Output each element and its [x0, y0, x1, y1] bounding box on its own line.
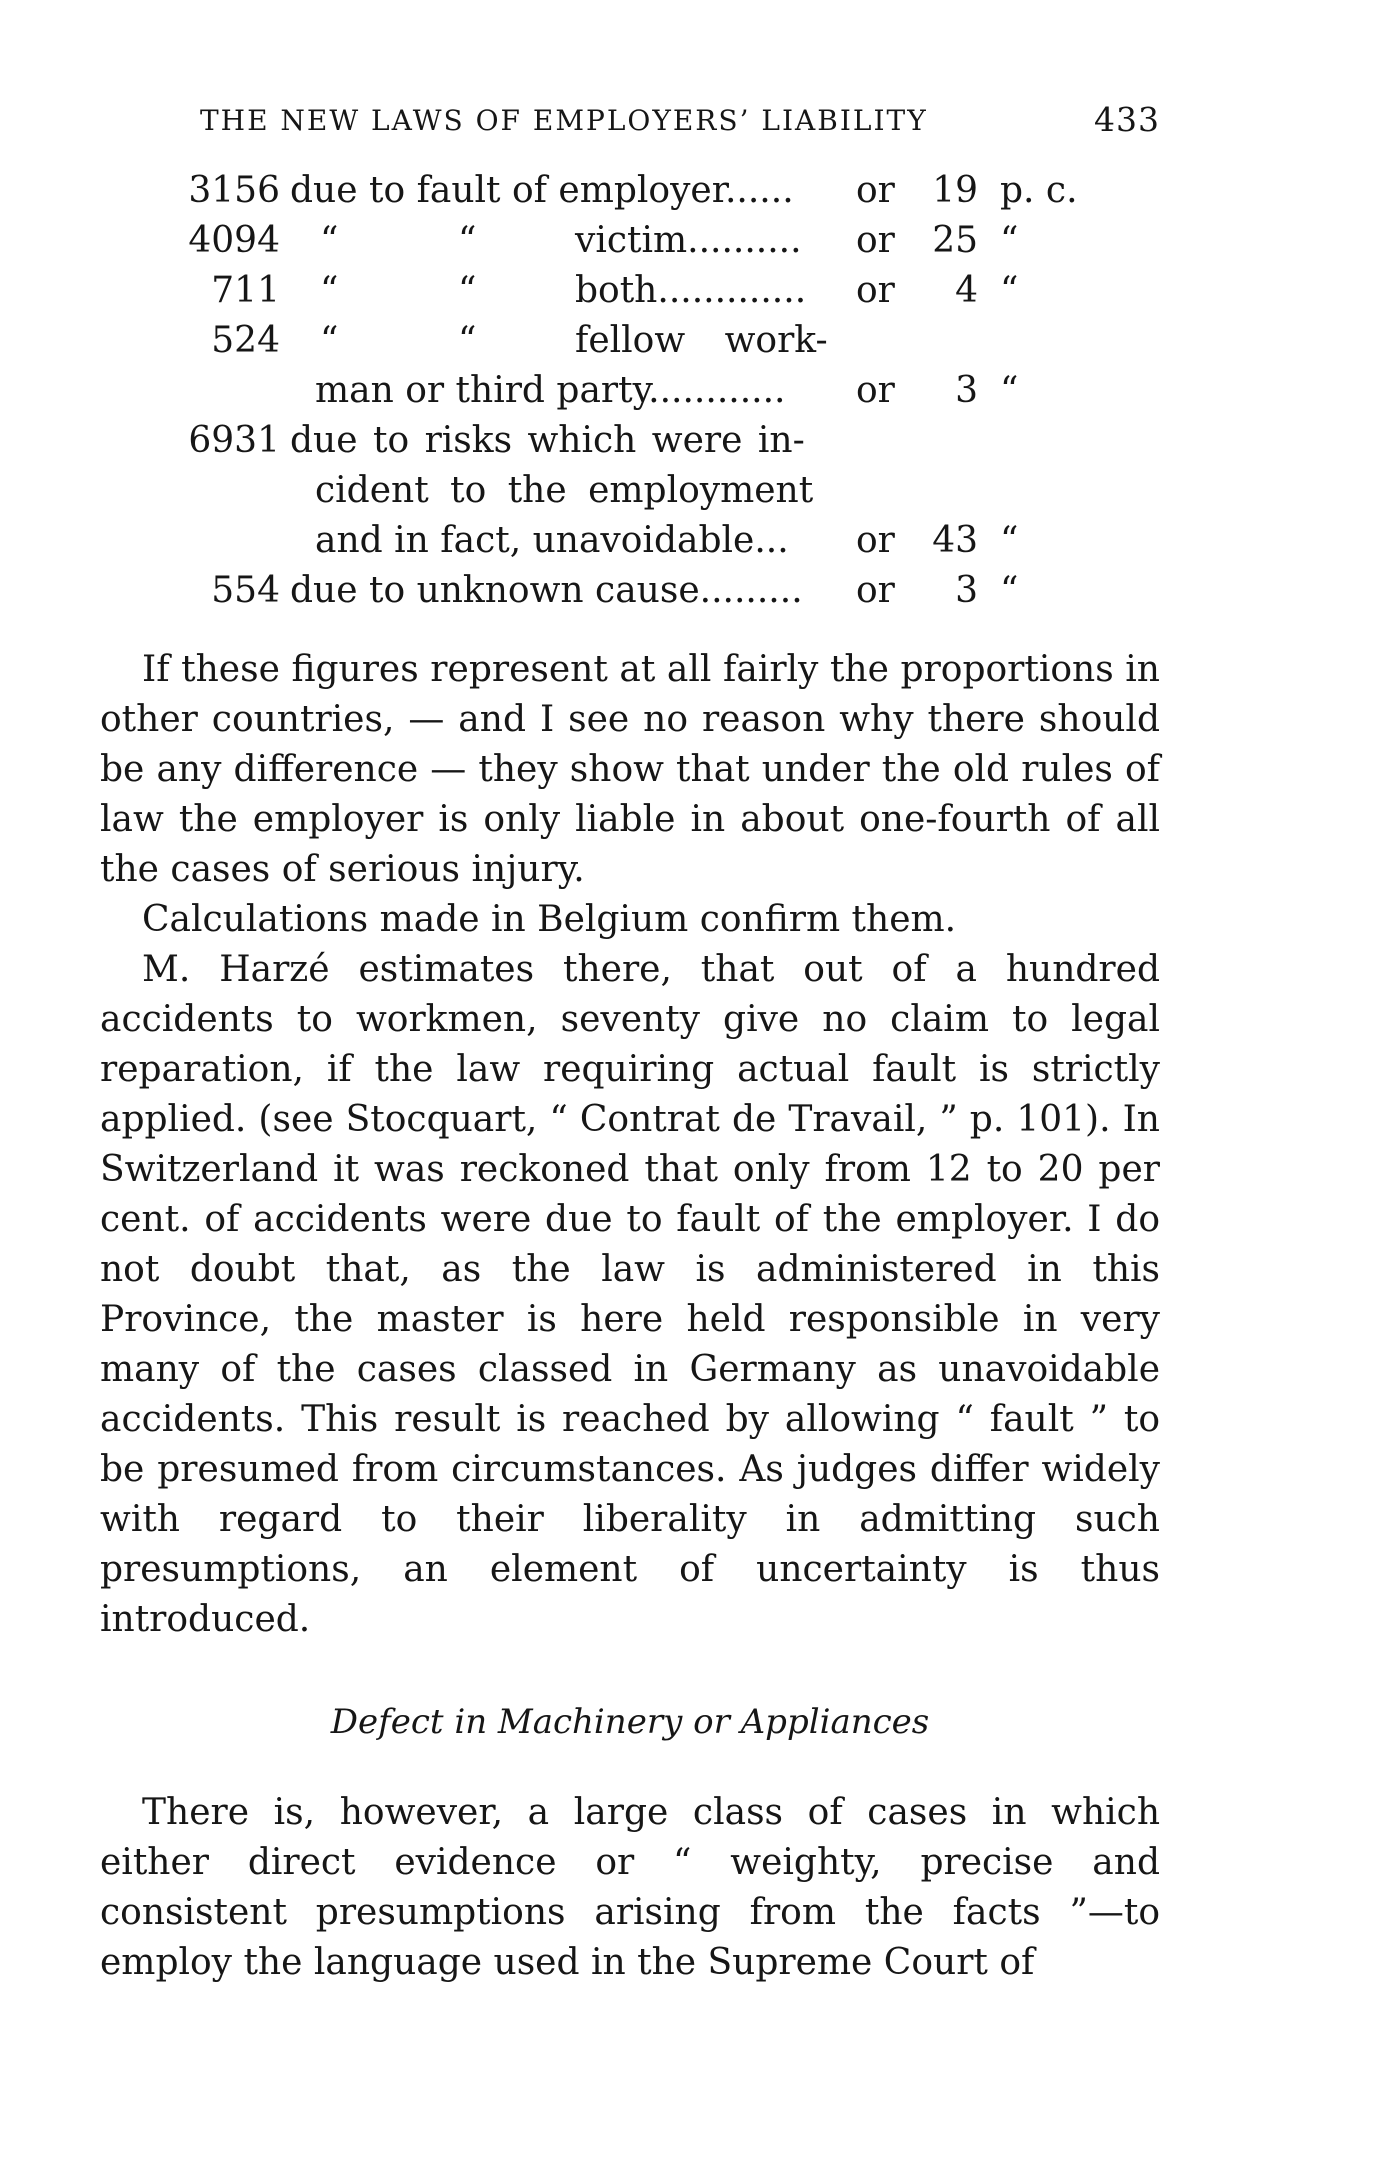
stat-or: or — [856, 370, 895, 411]
paragraph: M. Harzé estimates there, that out of a hundred accidents to workmen, seventy give no claim to legal reparation, if the law requiring actual fault is strictly applied. (see Stocquart, “ Contrat de Travail, ” p. 101). In Switzerland it was reckoned that only from 12 to 20 per cent. of accidents were due to fault of the employer. I do not doubt that, as the law is administered in this Province, the master is here held responsible in very many of the cases classed in Germany as unavoidable accidents. This result is reached by allowing “ fault ” to be presumed from circumstances. As judges differ widely with regard to their liberality in admitting such presumptions, an element of uncertainty is thus introduced. — [100, 949, 1160, 1640]
stat-number: 524 — [211, 320, 280, 361]
stat-ditto: “ — [320, 320, 339, 361]
stat-percent: 4 — [955, 270, 978, 311]
body-text-continued — [100, 1788, 1160, 1988]
stat-unit: “ — [1000, 220, 1019, 261]
stat-row — [180, 320, 1100, 370]
running-head — [200, 100, 1160, 148]
stat-percent: 43 — [932, 520, 978, 561]
stat-text: due to fault of employer...... — [290, 170, 794, 211]
stat-row — [180, 170, 1100, 220]
stat-row — [180, 520, 1100, 570]
stat-percent: 3 — [955, 570, 978, 611]
stat-number: 3156 — [188, 170, 280, 211]
stat-text: victim.......... — [575, 220, 802, 261]
page-number: 433 — [1094, 100, 1160, 139]
stat-or: or — [856, 270, 895, 311]
stat-percent: 3 — [955, 370, 978, 411]
stat-percent: 25 — [932, 220, 978, 261]
stat-text: man or third party............ — [315, 370, 786, 411]
stat-text: due to risks which were in- — [290, 420, 805, 461]
stat-unit: “ — [1000, 520, 1019, 561]
paragraph: Calculations made in Belgium confirm them. — [142, 899, 957, 940]
stat-text: both............. — [575, 270, 807, 311]
stat-text: and in fact, unavoidable... — [315, 520, 789, 561]
paragraph: There is, however, a large class of cases in which either direct evidence or “ weighty, precise and consistent presumptions arising from the facts ”—to employ the language used in the Supreme Court of — [100, 1792, 1160, 1983]
stat-or: or — [856, 570, 895, 611]
body-text — [100, 645, 1160, 1645]
stat-ditto: “ — [458, 270, 477, 311]
stat-number: 4094 — [188, 220, 280, 261]
stat-text: cident to the employment — [315, 470, 814, 511]
stat-or: or — [856, 520, 895, 561]
stat-row — [180, 570, 1100, 620]
stat-percent: 19 — [932, 170, 978, 211]
stat-number: 6931 — [188, 420, 280, 461]
stat-text: due to unknown cause......... — [290, 570, 803, 611]
stat-number: 554 — [211, 570, 280, 611]
stat-row — [180, 270, 1100, 320]
stat-or: or — [856, 220, 895, 261]
stat-text: fellow work- — [575, 320, 828, 361]
stat-unit: “ — [1000, 570, 1019, 611]
stat-unit: p. c. — [1000, 170, 1078, 211]
stat-ditto: “ — [458, 320, 477, 361]
stat-row — [180, 370, 1100, 420]
stat-row — [180, 470, 1100, 520]
stat-ditto: “ — [320, 270, 339, 311]
accident-statistics — [180, 170, 1100, 640]
stat-row — [180, 220, 1100, 270]
stat-or: or — [856, 170, 895, 211]
stat-unit: “ — [1000, 370, 1019, 411]
paragraph: If these figures represent at all fairly the proportions in other countries, — and I see no reason why there should be any difference — they show that under the old rules of law the employer is only liable in about one-fourth of all the cases of serious injury. — [100, 649, 1160, 890]
section-heading: Defect in Machinery or Appliances — [330, 1702, 930, 1742]
stat-row — [180, 420, 1100, 470]
stat-ditto: “ — [320, 220, 339, 261]
stat-number: 711 — [211, 270, 280, 311]
stat-ditto: “ — [458, 220, 477, 261]
stat-unit: “ — [1000, 270, 1019, 311]
running-head-title: THE NEW LAWS OF EMPLOYERS’ LIABILITY — [200, 104, 928, 137]
